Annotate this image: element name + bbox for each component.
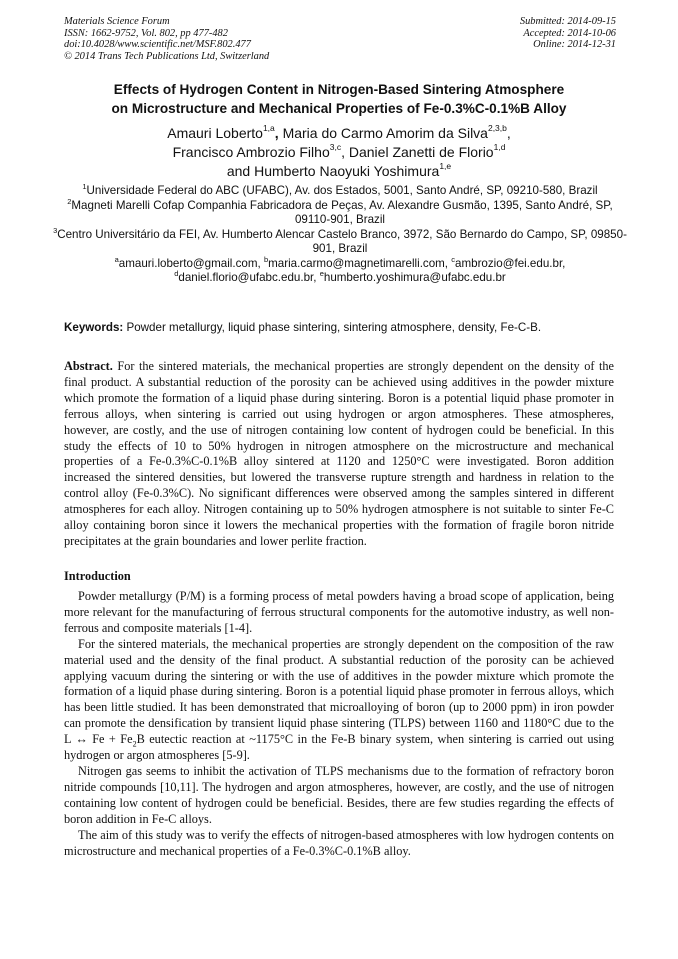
subscript: 2 <box>132 739 137 749</box>
email-link[interactable]: humberto.yoshimura@ufabc.edu.br <box>323 271 506 284</box>
abstract-paragraph <box>64 359 614 550</box>
author-line-2 <box>40 143 638 162</box>
author-sup: 3,c <box>329 142 342 153</box>
author-sup: 1,e <box>439 161 452 172</box>
email-sup: d <box>174 269 179 279</box>
dates-info <box>520 16 616 51</box>
intro-paragraph-3: Nitrogen gas seems to inhibit the activation of TLPS mechanisms due to the formation of refractory boron nitride compounds [10,11]. The hydrogen and argon atmospheres, however, are costly, and the use of nitrogen containing low content of hydrogen could be beneficial. Besides, there are few studies regarding the effects of boron addition in Fe-C alloys. <box>64 763 614 826</box>
author-sup: 1,d <box>493 142 506 153</box>
online-date: Online: 2014-12-31 <box>533 39 616 51</box>
keywords-label: Keywords: <box>64 321 124 334</box>
affiliation-sup: 3 <box>53 225 58 235</box>
intro-paragraph-1: Powder metallurgy (P/M) is a forming process of metal powders having a broad scope of application, being more relevant for the manufacturing of ferrous structural components for the automotive industry, as well non-ferrous and composite materials [1-4]. <box>64 589 614 635</box>
affiliations <box>52 184 628 286</box>
author-line-3 <box>40 162 638 181</box>
introduction-heading: Introduction <box>64 569 131 583</box>
email-link[interactable]: ambrozio@fei.edu.br, <box>455 256 566 270</box>
submitted-date: Submitted: 2014-09-15 <box>519 16 616 27</box>
author-name: Maria do Carmo Amorim da Silva <box>282 125 488 141</box>
email-link[interactable]: amauri.loberto@gmail.com, <box>118 256 264 270</box>
abstract-label: Abstract. <box>64 359 113 373</box>
abstract-text: For the sintered materials, the mechanical properties are strongly dependent on the density of the final product. A substantial reduction of the porosity can be achieved using additives in the powder mixture which promote the formation of a liquid phase during sintering. Boron is a potential liquid phase promoter in ferrous alloys, when sintering is carried out using hydrogen or argon atmospheres. These atmospheres, however, are costly, and the use of nitrogen containing low content of hydrogen could be beneficial. In this study the effects of 10 to 50% hydrogen in nitrogen atmosphere on the microstructure and mechanical properties of a Fe-0.3%C-0.1%B alloy sintered at 1120 and 1250°C were investigated. Boron addition increased the sintered densities, but lowered the transverse rupture strength and hardness in relation to the control alloy (Fe-0.3%C). No significant differences were observed among the samples sintered in different atmospheres for each alloy. Nitrogen containing up to 50% hydrogen atmosphere is not suitable to sinter Fe-C alloy containing boron since it lowers the mechanical properties with the formation of fragile boron nitride precipitates at the grain boundaries and lower perlite fraction. <box>64 359 614 548</box>
affiliation-sup: 2 <box>67 196 72 206</box>
doi-line: doi:10.4028/www.scientific.net/MSF.802.477 <box>64 39 251 51</box>
affiliation-text: Centro Universitário da FEI, Av. Humberto Alencar Castelo Branco, 3972, São Bernardo do Campo, SP, 09850-901, Brazil <box>57 227 627 255</box>
author-name: Amauri Loberto <box>167 125 263 141</box>
author-list <box>40 124 638 181</box>
author-sup: 1,a <box>262 123 275 134</box>
paper-title <box>40 80 638 118</box>
copyright-line: © 2014 Trans Tech Publications Ltd, Switzerland <box>64 50 270 62</box>
author-line-1 <box>40 124 638 143</box>
email-link[interactable]: maria.carmo@magnetimarelli.com, <box>268 256 452 270</box>
intro-paragraph-4: The aim of this study was to verify the effects of nitrogen-based atmospheres with low hydrogen contents on microstructure and mechanical properties of a Fe-0.3%C-0.1%B alloy. <box>64 827 614 858</box>
author-name: Humberto Naoyuki Yoshimura <box>254 163 440 179</box>
author-name: Francisco Ambrozio Filho <box>172 144 330 160</box>
journal-info <box>64 16 269 62</box>
author-sup: 2,3,b <box>487 123 507 134</box>
intro-paragraph-2-cont: B eutectic reaction at ~1175°C in the Fe-B binary system, when sintering is carried out using hydrogen or argon atmospheres [5-9]. <box>64 732 614 763</box>
title-line-1: Effects of Hydrogen Content in Nitrogen-Based Sintering Atmosphere <box>113 82 565 97</box>
affiliation-text: Magneti Marelli Cofap Companhia Fabricadora de Peças, Av. Alexandre Gusmão, 1395, Santo André, SP, 09110-901, Brazil <box>71 198 613 226</box>
affiliation-sup: 1 <box>82 182 87 192</box>
author-sep: , <box>341 144 349 160</box>
email-sup: e <box>319 269 324 279</box>
accepted-date: Accepted: 2014-10-06 <box>523 27 616 39</box>
email-sup: c <box>451 254 456 264</box>
issn-line: ISSN: 1662-9752, Vol. 802, pp 477-482 <box>64 27 228 39</box>
author-name: Daniel Zanetti de Florio <box>348 144 494 160</box>
email-sup: b <box>263 254 269 264</box>
affiliation-1 <box>52 184 628 199</box>
author-sep: , <box>506 125 511 141</box>
email-sup: a <box>114 254 119 264</box>
journal-name: Materials Science Forum <box>64 16 170 27</box>
keywords <box>64 321 624 335</box>
affiliation-2 <box>52 196 628 228</box>
keywords-text: Powder metallurgy, liquid phase sintering, sintering atmosphere, density, Fe-C-B. <box>123 321 542 334</box>
email-link[interactable]: daniel.florio@ufabc.edu.br, <box>178 271 320 284</box>
email-line-2 <box>52 271 628 286</box>
abstract <box>64 359 614 550</box>
author-conjunction: and <box>226 163 255 179</box>
affiliation-3 <box>52 225 628 257</box>
intro-paragraph-2-text: For the sintered materials, the mechanical properties are strongly dependent on the composition of the raw material used and the density of the final product. A substantial reduction of the porosity can be achieved applying vacuum during the sintering or with the use of additives in the powder mixture which promote the formation of a liquid phase during sintering. Boron is a potential liquid phase promoter in ferrous alloys, which has been little studied. It has been demonstrated that microalloying of boron (up to 2000 ppm) in iron powder can promote the densification by transient liquid phase sintering (TLPS) between 1160 and 1180°C due to the L ↔ Fe + Fe <box>64 636 614 747</box>
email-line-1 <box>52 254 628 272</box>
affiliation-text: Universidade Federal do ABC (UFABC), Av. dos Estados, 5001, Santo André, SP, 09210-580, Brazil <box>86 184 598 197</box>
intro-paragraph-2 <box>64 637 614 764</box>
introduction-body <box>64 589 614 859</box>
title-line-2: on Microstructure and Mechanical Properties of Fe-0.3%C-0.1%B Alloy <box>111 101 567 116</box>
author-sep: , <box>274 125 283 141</box>
